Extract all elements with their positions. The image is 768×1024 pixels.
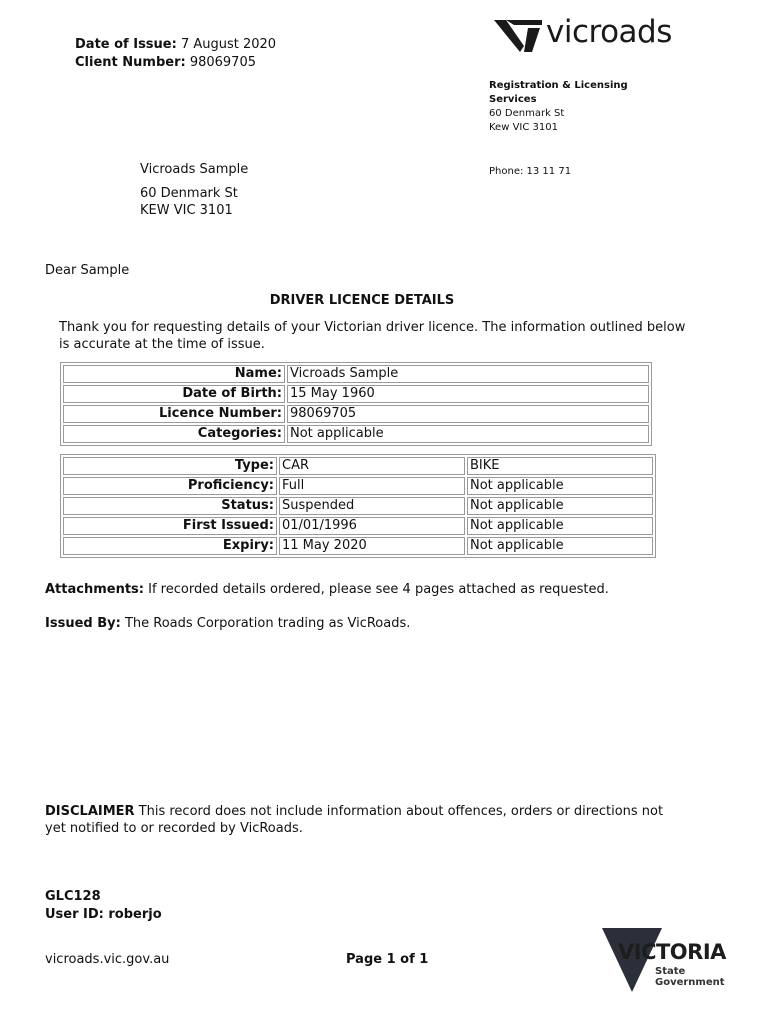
disclaimer-text: This record does not include information about offences, orders or directions not yet notified to or recorded by VicRoads. (45, 804, 664, 836)
office-phone: Phone: 13 11 71 (489, 166, 572, 177)
table-row (63, 517, 653, 535)
user-id: User ID: roberjo (45, 907, 162, 922)
table-row (63, 405, 649, 423)
office-line-3: 60 Denmark St (489, 108, 565, 119)
table-row (63, 385, 649, 403)
office-address (489, 79, 628, 135)
status-car: Suspended (279, 497, 465, 515)
victoria-sub-2: Government (655, 977, 725, 988)
categories-label: Categories: (63, 425, 285, 443)
client-number-line (75, 54, 276, 72)
table-row (63, 425, 649, 443)
type-car: CAR (279, 457, 465, 475)
victoria-wordmark: VICTORIA (618, 940, 726, 964)
vicroads-swoosh-icon (492, 16, 548, 58)
table-row (63, 477, 653, 495)
footer-codes (45, 888, 162, 924)
victoria-government-logo (602, 926, 726, 994)
licence-number-value: 98069705 (287, 405, 649, 423)
expiry-bike: Not applicable (467, 537, 653, 555)
type-bike: BIKE (467, 457, 653, 475)
document-heading: DRIVER LICENCE DETAILS (269, 293, 455, 308)
client-number-label: Client Number: (75, 55, 186, 70)
issue-date-line (75, 36, 276, 54)
disclaimer-label: DISCLAIMER (45, 804, 135, 819)
attachments-label: Attachments: (45, 582, 144, 597)
first-issued-car: 01/01/1996 (279, 517, 465, 535)
expiry-car: 11 May 2020 (279, 537, 465, 555)
licence-details-table (60, 454, 656, 558)
vicroads-wordmark: vicroads (546, 14, 672, 50)
client-number-value: 98069705 (189, 55, 256, 70)
expiry-label: Expiry: (63, 537, 277, 555)
status-bike: Not applicable (467, 497, 653, 515)
table-row (63, 497, 653, 515)
status-label: Status: (63, 497, 277, 515)
vicroads-logo (492, 16, 674, 58)
intro-paragraph: Thank you for requesting details of your Victorian driver licence. The information outlined below is accurate at the time of issue. (59, 320, 686, 352)
personal-details-table (60, 362, 652, 446)
name-value: Vicroads Sample (287, 365, 649, 383)
footer-url: vicroads.vic.gov.au (45, 952, 170, 967)
recipient-name: Vicroads Sample (140, 162, 249, 177)
attachments-text: If recorded details ordered, please see 4 pages attached as requested. (144, 582, 609, 597)
recipient-address (140, 161, 248, 219)
office-line-1: Registration & Licensing (489, 80, 628, 91)
proficiency-car: Full (279, 477, 465, 495)
issued-by-note (45, 616, 410, 631)
page-number: Page 1 of 1 (346, 952, 429, 967)
licence-number-label: Licence Number: (63, 405, 285, 423)
form-code: GLC128 (45, 889, 101, 904)
table-row (63, 365, 649, 383)
proficiency-label: Proficiency: (63, 477, 277, 495)
first-issued-bike: Not applicable (467, 517, 653, 535)
salutation: Dear Sample (45, 263, 130, 278)
recipient-gap (140, 178, 248, 185)
name-label: Name: (63, 365, 285, 383)
issued-by-label: Issued By: (45, 616, 121, 631)
dob-label: Date of Birth: (63, 385, 285, 403)
issue-date-label: Date of Issue: (75, 37, 177, 52)
type-label: Type: (63, 457, 277, 475)
table-row (63, 457, 653, 475)
victoria-sub-1: State (655, 966, 686, 977)
issued-by-text: The Roads Corporation trading as VicRoads. (120, 616, 411, 631)
attachments-note (45, 582, 609, 597)
table-row (63, 537, 653, 555)
proficiency-bike: Not applicable (467, 477, 653, 495)
first-issued-label: First Issued: (63, 517, 277, 535)
dob-value: 15 May 1960 (287, 385, 649, 403)
recipient-address-1: 60 Denmark St (140, 186, 238, 201)
disclaimer (45, 803, 685, 837)
recipient-address-2: KEW VIC 3101 (140, 203, 233, 218)
categories-value: Not applicable (287, 425, 649, 443)
issue-block (75, 36, 276, 72)
office-line-2: Services (489, 94, 537, 105)
issue-date-value: 7 August 2020 (180, 37, 277, 52)
office-line-4: Kew VIC 3101 (489, 122, 558, 133)
